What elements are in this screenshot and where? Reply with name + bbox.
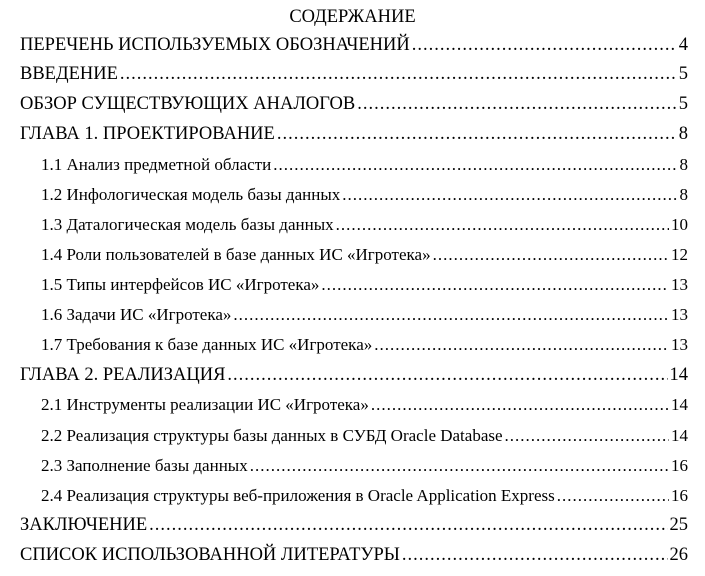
toc-entry-text: ЗАКЛЮЧЕНИЕ (20, 515, 148, 535)
toc-entry[interactable] (20, 34, 688, 56)
dot-leader (342, 184, 677, 206)
toc-page-number: 26 (669, 545, 688, 565)
dot-leader (277, 123, 677, 145)
toc-page-number: 13 (671, 275, 688, 294)
toc-entry-text: 1.4 Роли пользователей в базе данных ИС «Игротека» (41, 245, 431, 264)
toc-entry[interactable] (41, 184, 688, 206)
toc-page-number: 14 (669, 365, 688, 385)
toc-entry-text: ГЛАВА 2. РЕАЛИЗАЦИЯ (20, 365, 226, 385)
toc-page-number: 13 (671, 305, 688, 324)
toc-entry-text: СПИСОК ИСПОЛЬЗОВАННОЙ ЛИТЕРАТУРЫ (20, 545, 400, 565)
toc-entry-text: 2.4 Реализация структуры веб-приложения в Oracle Application Express (41, 486, 555, 505)
toc-entry-text: ОБЗОР СУЩЕСТВУЮЩИХ АНАЛОГОВ (20, 94, 356, 114)
toc-page-number: 4 (678, 35, 688, 55)
toc-entry-text: 1.7 Требования к базе данных ИС «Игротека» (41, 335, 373, 354)
dot-leader (371, 394, 669, 416)
toc-entry[interactable] (41, 334, 688, 356)
toc-page-number: 8 (678, 124, 688, 144)
toc-page-number: 14 (671, 395, 688, 414)
toc-page-number: 14 (671, 426, 688, 445)
toc-page-number: 8 (679, 155, 688, 174)
dot-leader (336, 214, 669, 236)
toc-page-number: 13 (671, 335, 688, 354)
dot-leader (357, 93, 677, 115)
toc-entry[interactable] (41, 485, 688, 507)
dot-leader (120, 63, 677, 85)
toc-entry[interactable] (20, 93, 688, 115)
toc-entry-text: ВВЕДЕНИЕ (20, 64, 118, 84)
toc-entry[interactable] (41, 394, 688, 416)
dot-leader (233, 304, 669, 326)
dot-leader (250, 455, 669, 477)
toc-entry-text: 2.1 Инструменты реализации ИС «Игротека» (41, 395, 369, 414)
toc-entry-text: ПЕРЕЧЕНЬ ИСПОЛЬЗУЕМЫХ ОБОЗНАЧЕНИЙ (20, 35, 410, 55)
toc-entry[interactable] (20, 364, 688, 386)
dot-leader (374, 334, 669, 356)
toc-page-number: 5 (678, 94, 688, 114)
toc-entry[interactable] (20, 544, 688, 566)
dot-leader (412, 34, 677, 56)
dot-leader (557, 485, 669, 507)
toc-entry-text: 1.3 Даталогическая модель базы данных (41, 215, 334, 234)
dot-leader (273, 154, 677, 176)
toc-page-number: 16 (671, 486, 688, 505)
toc-page-number: 16 (671, 456, 688, 475)
dot-leader (402, 544, 668, 566)
toc-entry[interactable] (41, 425, 688, 447)
toc-entry-text: 1.2 Инфологическая модель базы данных (41, 185, 341, 204)
toc-entry-text: 1.5 Типы интерфейсов ИС «Игротека» (41, 275, 320, 294)
toc-title: СОДЕРЖАНИЕ (289, 7, 416, 27)
toc-entry[interactable] (41, 274, 688, 296)
dot-leader (321, 274, 669, 296)
toc-page-number: 12 (671, 245, 688, 264)
toc-entry[interactable] (41, 154, 688, 176)
toc-entry[interactable] (20, 514, 688, 536)
toc-entry[interactable] (41, 244, 688, 266)
toc-page-number: 8 (679, 185, 688, 204)
toc-entry[interactable] (20, 63, 688, 85)
dot-leader (149, 514, 667, 536)
toc-entry-text: 2.3 Заполнение базы данных (41, 456, 248, 475)
toc-page-number: 5 (678, 64, 688, 84)
toc-entry[interactable] (20, 123, 688, 145)
toc-page-number: 25 (669, 515, 688, 535)
toc-entry-text: 2.2 Реализация структуры базы данных в СУБД Oracle Database (41, 426, 503, 445)
toc-entry-text: 1.1 Анализ предметной области (41, 155, 272, 174)
toc-entry[interactable] (41, 455, 688, 477)
toc-entry-text: 1.6 Задачи ИС «Игротека» (41, 305, 232, 324)
dot-leader (433, 244, 669, 266)
toc-entry-text: ГЛАВА 1. ПРОЕКТИРОВАНИЕ (20, 124, 275, 144)
toc-entry[interactable] (41, 304, 688, 326)
dot-leader (505, 425, 669, 447)
dot-leader (227, 364, 667, 386)
toc-entry[interactable] (41, 214, 688, 236)
toc-page-number: 10 (671, 215, 688, 234)
